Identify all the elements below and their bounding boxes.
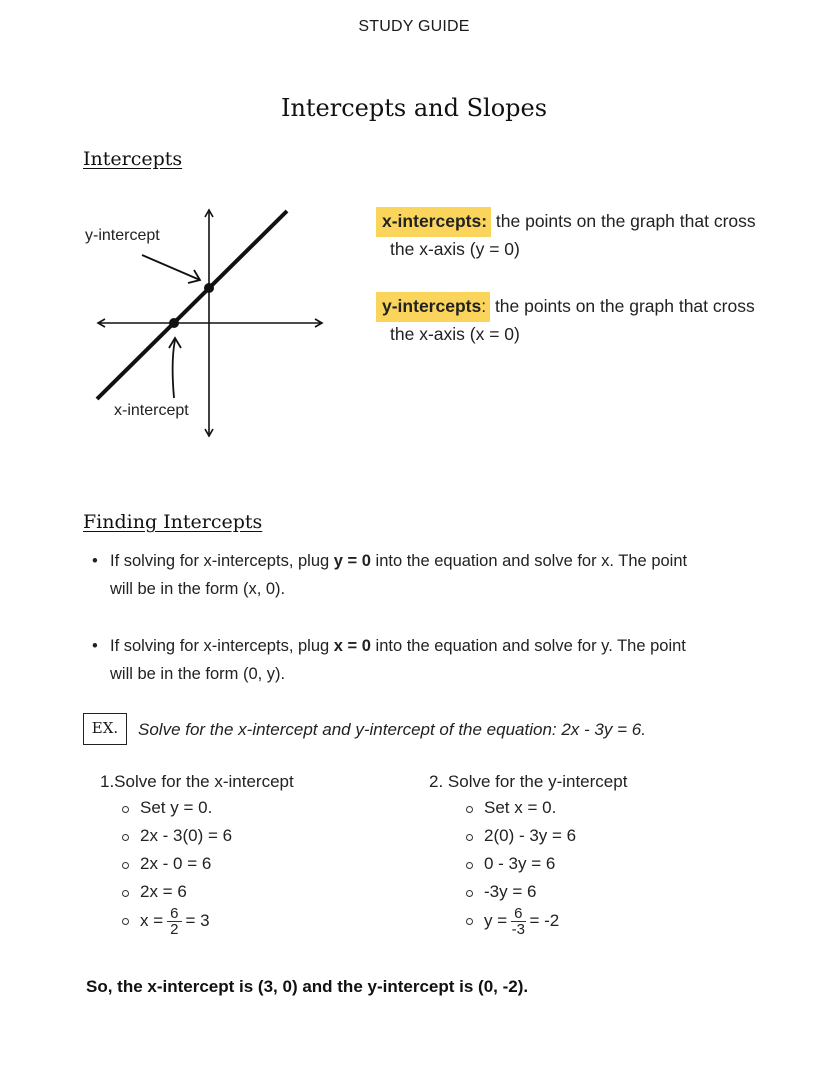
step-1-line: 2x - 3(0) = 6	[118, 822, 400, 850]
step-2-line: 0 - 3y = 6	[462, 850, 729, 878]
definition-x-intercepts: x-intercepts: the points on the graph that cross the x-axis (y = 0)	[382, 207, 802, 263]
fraction: $\frac{6}{-3}$	[511, 905, 525, 938]
step-1-line: 2x - 0 = 6	[118, 850, 400, 878]
intercepts-diagram	[80, 200, 340, 445]
step-2-y-intercept	[429, 772, 729, 938]
step-1-x-intercept	[100, 772, 400, 938]
definition-y-intercepts: y-intercepts: the points on the graph that cross the x-axis (x = 0)	[382, 292, 802, 348]
bullet-x-intercepts: • If solving for x-intercepts, plug y = 0 into the equation and solve for x. The point will be in the form (x, 0).	[92, 547, 772, 603]
step-2-final: y = $\frac{6}{-3}$ = -2	[462, 906, 729, 938]
step-2-line: Set x = 0.	[462, 794, 729, 822]
x-intercept-label: x-intercept	[114, 402, 189, 419]
example-prompt: Solve for the x-intercept and y-intercept of the equation: 2x - 3y = 6.	[138, 720, 646, 739]
fraction: $\frac{6}{2}$	[167, 906, 181, 937]
x-intercept-point	[169, 318, 179, 328]
x-intercept-arrow	[173, 340, 175, 398]
y-intercept-arrow	[142, 255, 200, 280]
section-heading-finding-intercepts: Finding Intercepts	[83, 511, 263, 533]
section-heading-intercepts: Intercepts	[83, 148, 183, 170]
term-x-intercepts: x-intercepts:	[376, 207, 491, 237]
step-1-line: 2x = 6	[118, 878, 400, 906]
step-2-heading: 2. Solve for the y-intercept	[429, 772, 628, 791]
step-1-final: x = $\frac{6}{2}$ = 3	[118, 906, 400, 938]
example-conclusion: So, the x-intercept is (3, 0) and the y-intercept is (0, -2).	[86, 977, 529, 996]
term-y-intercepts: y-intercepts:	[376, 292, 490, 322]
y-intercept-point	[204, 283, 214, 293]
example-badge: EX.	[83, 713, 127, 745]
page-kicker: STUDY GUIDE	[358, 18, 470, 35]
step-2-line: -3y = 6	[462, 878, 729, 906]
step-2-line: 2(0) - 3y = 6	[462, 822, 729, 850]
page-title: Intercepts and Slopes	[280, 94, 548, 122]
bullet-y-intercepts: • If solving for x-intercepts, plug x = 0 into the equation and solve for y. The point will be in the form (0, y).	[92, 632, 772, 688]
step-1-heading: 1.Solve for the x-intercept	[100, 772, 294, 791]
y-intercept-label: y-intercept	[85, 227, 160, 244]
step-1-line: Set y = 0.	[118, 794, 400, 822]
